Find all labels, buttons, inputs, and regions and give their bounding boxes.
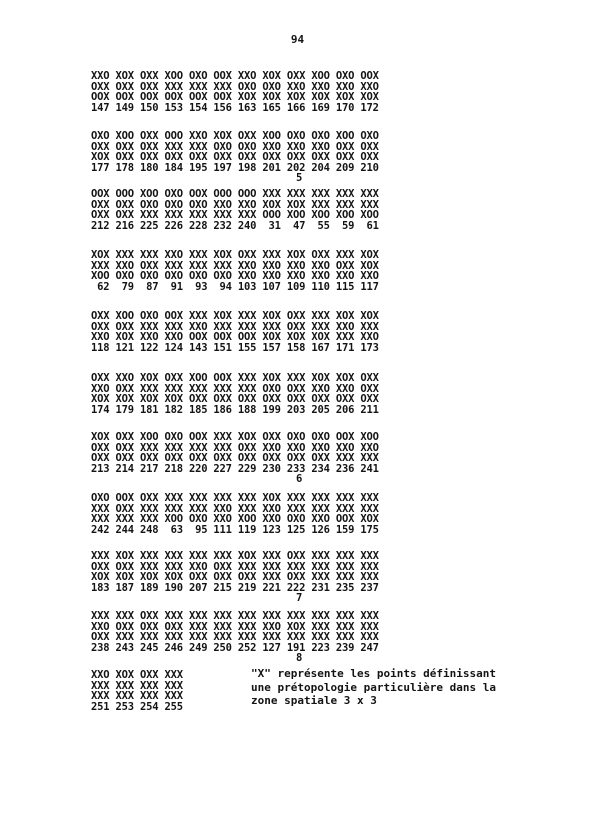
caption-line: "X" représente les points définissant	[251, 667, 497, 680]
pattern-block	[91, 611, 379, 664]
pattern-row: XXX XOX XXX XXX XXX XXX XOX XXX OXX XXX XXX XXX	[91, 550, 379, 562]
pattern-row: OXO OOX OXX XXX XXX XXX XXX XOX XXX XXX XXX XXX	[91, 492, 379, 504]
pattern-row: XOX OXX XOO OXO OOX XXX XOX OXX OXO OXO OOX XOO	[91, 431, 379, 443]
pattern-numbers-row: 174 179 181 182 185 186 188 199 203 205 206 211	[91, 403, 379, 416]
block-note: 8	[296, 652, 303, 665]
pattern-row: XXX XXX OXX XXX XXX XXX XXX XXX XXX XXX XXX XXX	[91, 610, 379, 622]
pattern-block	[91, 131, 379, 184]
pattern-row: OXX OXX OXX OXX OXX OXX OXX OXX OXX OXX XXX XXX	[91, 452, 379, 465]
pattern-row: OXX OXX OXX XXX XXX OXO OXO XXO XXO XXO OXX OXX	[91, 140, 379, 153]
pattern-row: OXX OXX XXX XXX XXX XXX XXX OOO XOO XOO XOO XOO	[91, 209, 379, 222]
pattern-row: XOX XXX XXX XXO XXX XOX OXX XXX XOX OXX XXX XOX	[91, 249, 379, 261]
pattern-block	[91, 311, 379, 353]
pattern-block	[91, 250, 379, 292]
pattern-block	[91, 373, 379, 415]
pattern-row: XXX XXO OXX XXX XXX XXX XXO XXO XXO XXO OXX XOX	[91, 259, 379, 272]
caption-line: zone spatiale 3 x 3	[251, 694, 377, 707]
pattern-row: XXO XOX OXX XXX	[91, 669, 183, 681]
pattern-row: XXX XXX XXX XOO OXO XXO XOO XXO OXO XXO OOX XOX	[91, 513, 379, 526]
block-note: 5	[296, 172, 303, 185]
pattern-row: XXO XOX OXX XOO OXO OOX XXO XOX OXX XOO OXO OOX	[91, 70, 379, 82]
pattern-row: XXO OXX OXX OXX XXX XXX XXX XXO XOX XXX XXX XXX	[91, 620, 379, 633]
pattern-row: XXX XXX XXX XXX	[91, 690, 183, 703]
pattern-row: XOO OXO OXO OXO OXO OXO XXO XXO XXO XXO XXO XXO	[91, 270, 379, 283]
pattern-row: OXX OXX XXX XXX XXX XXX OXX XXO XXO XXO XXO XXO	[91, 441, 379, 454]
pattern-row: OOX OOX OOX OOX OOX OOX XOX XOX XOX XOX XOX XOX	[91, 91, 379, 104]
pattern-row: OXO XOO OXX OOO XXO XOX OXX XOO OXO OXO XOO OXO	[91, 130, 379, 142]
pattern-row: XOX XOX XOX XOX OXX OXX OXX OXX OXX OXX OXX OXX	[91, 393, 379, 406]
pattern-numbers-row: 147 149 150 153 154 156 163 165 166 169 170 172	[91, 101, 379, 114]
page-number: 94	[290, 33, 305, 46]
pattern-block	[91, 189, 379, 231]
pattern-row: XXX XXX XXX XXX	[91, 679, 183, 692]
pattern-row: OXX OXX OXX XXX XXX XXX OXO OXO XXO XXO XXO XXO	[91, 80, 379, 93]
pattern-numbers-row: 251 253 254 255	[91, 700, 183, 713]
caption-line: une prétopologie particulière dans la	[251, 680, 497, 694]
pattern-row: XOX XOX XOX XOX OXX OXX OXX XXX OXX XXX XXX XXX	[91, 571, 379, 584]
pattern-row: OXX OXX XXX XXX XXO OXX XXX XXX XXX XXX XXX XXX	[91, 560, 379, 573]
block-note: 7	[296, 592, 303, 605]
pattern-row: OXX OXX XXX XXX XXO XXX XXX XXX OXX XXX XXO XXX	[91, 320, 379, 333]
pattern-block	[91, 71, 379, 113]
pattern-numbers-row: 62 79 87 91 93 94 103 107 109 110 115 117	[91, 280, 379, 293]
pattern-numbers-row: 238 243 245 246 249 250 252 127 191 223 239 247	[91, 641, 379, 654]
pattern-row: XXO XOX XXO XXO OOX OOX OOX XOX XOX XOX XXX XXO	[91, 331, 379, 344]
pattern-row: OXX XXO XOX OXX XOO OOX XXX XOX XXX XOX XOX OXX	[91, 372, 379, 384]
pattern-numbers-row: 183 187 189 190 207 215 219 221 222 231 235 237	[91, 581, 379, 594]
pattern-numbers-row: 242 244 248 63 95 111 119 123 125 126 159 175	[91, 523, 379, 536]
pattern-block-last	[91, 670, 183, 712]
pattern-block	[91, 493, 379, 535]
pattern-numbers-row: 118 121 122 124 143 151 155 157 158 167 171 173	[91, 341, 379, 354]
pattern-row: OOX OOO XOO OXO OOX OOO OOO XXX XXX XXX XXX XXX	[91, 188, 379, 200]
pattern-row: OXX OXX OXO OXO OXO XXO XXO XOX XOX XXX XXX XXX	[91, 198, 379, 211]
pattern-numbers-row: 213 214 217 218 220 227 229 230 233 234 236 241	[91, 462, 379, 475]
pattern-row: OXX XOO OXO OOX XXX XOX XXX XOX OXX XXX XOX XOX	[91, 310, 379, 322]
pattern-block	[91, 551, 379, 604]
pattern-row: XXO OXX XXX XXX XXX XXX XXX OXO OXX XXO XXO OXX	[91, 382, 379, 395]
pattern-block	[91, 432, 379, 485]
pattern-row: XXX OXX XXX XXX XXX XXO XXX XXO XXX XXX XXX XXX	[91, 502, 379, 515]
pattern-numbers-row: 177 178 180 184 195 197 198 201 202 204 209 210	[91, 161, 379, 174]
pattern-row: XOX OXX OXX OXX OXX OXX OXX OXX OXX OXX OXX OXX	[91, 151, 379, 164]
block-note: 6	[296, 473, 303, 486]
caption	[251, 667, 496, 708]
pattern-numbers-row: 212 216 225 226 228 232 240 31 47 55 59 61	[91, 219, 379, 232]
pattern-row: OXX XXX XXX XXX XXX XXX XXX XXX XXX XXX XXX XXX	[91, 631, 379, 644]
